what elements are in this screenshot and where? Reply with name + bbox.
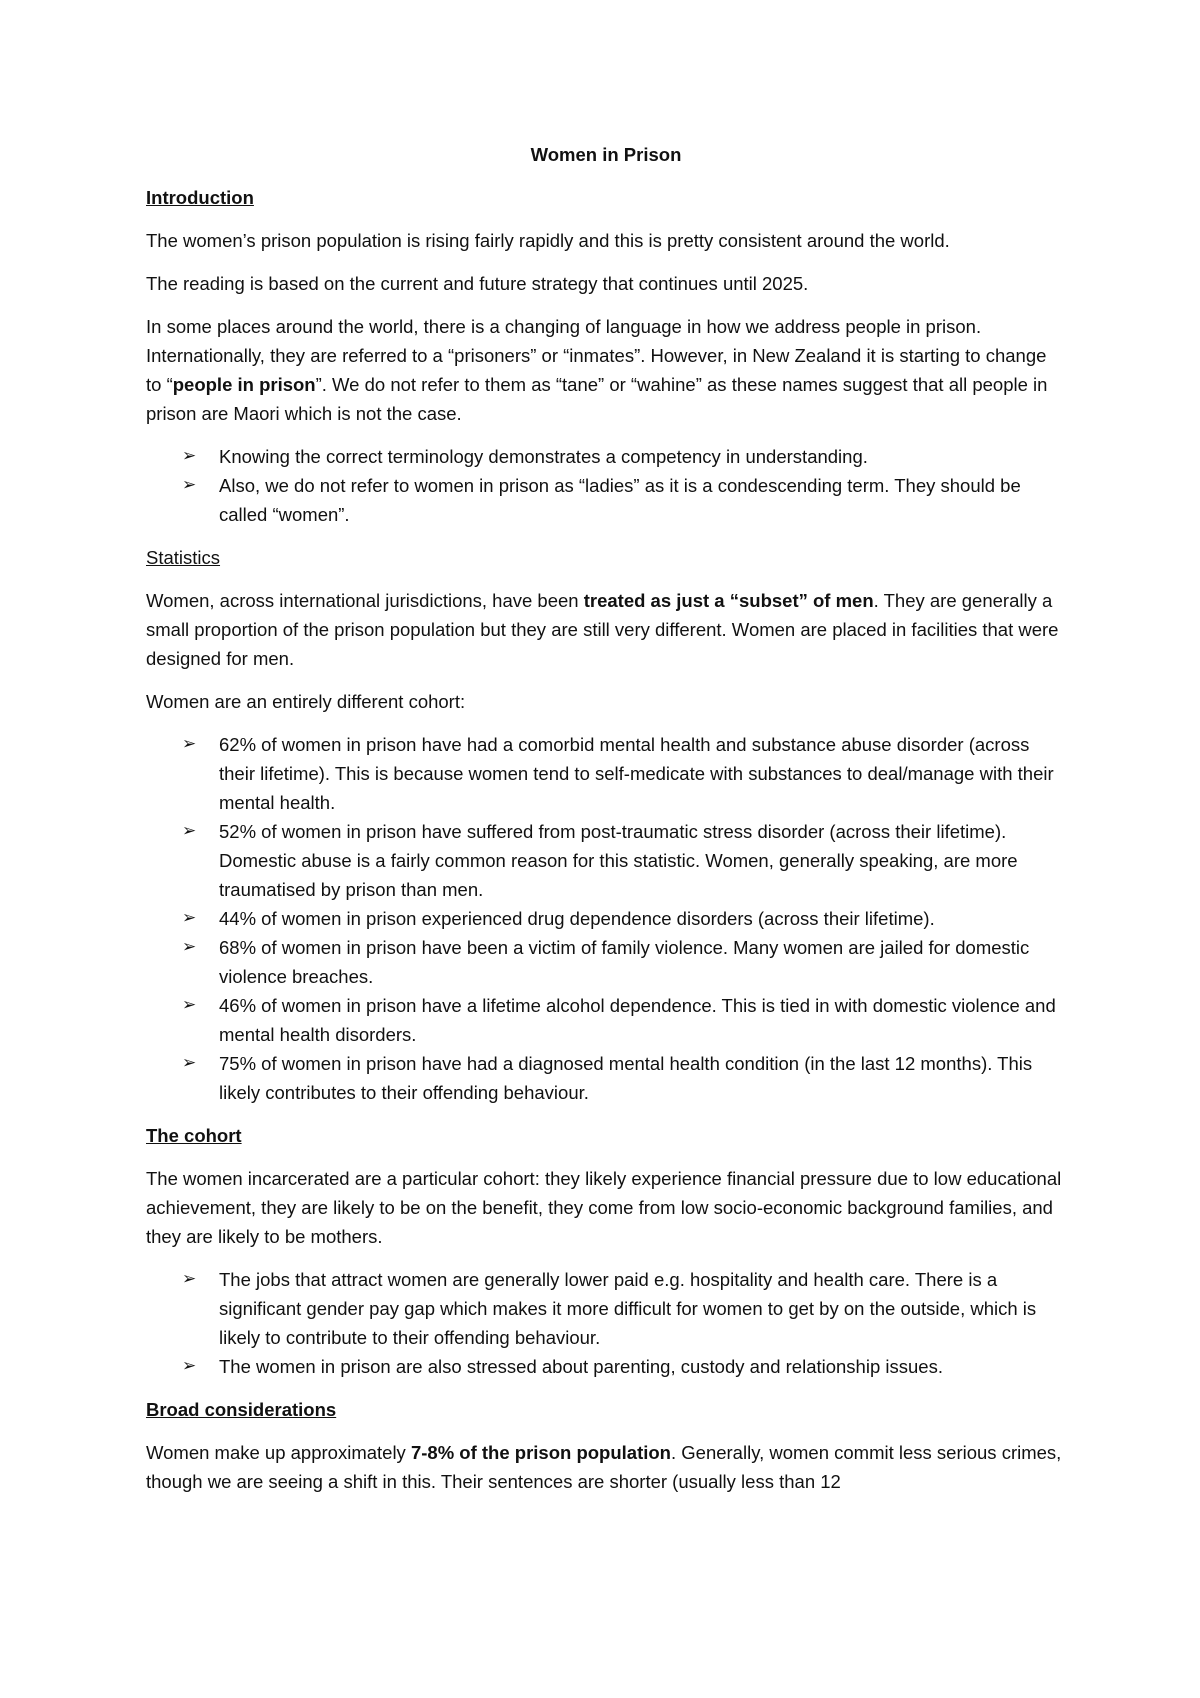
document-page	[146, 140, 1066, 1510]
list-item	[146, 1265, 1066, 1352]
statistics-paragraph-2: Women are an entirely different cohort:	[146, 691, 466, 712]
heading-cohort: The cohort	[146, 1125, 242, 1146]
intro-paragraph-3	[146, 312, 1066, 428]
cohort-bullet-list	[146, 1265, 1066, 1381]
list-item-text: The jobs that attract women are generally lower paid e.g. hospitality and health care. There is a significant gender pay gap which makes it more difficult for women to get by on the outside, which is likely to contribute to their offending behaviour.	[219, 1269, 1037, 1348]
statistics-paragraph-1	[146, 586, 1066, 673]
list-item	[146, 1352, 1066, 1381]
arrow-bullet-icon: ➢	[182, 1053, 197, 1073]
list-item-text: 75% of women in prison have had a diagnosed mental health condition (in the last 12 months). This likely contributes to their offending behaviour.	[219, 1053, 1033, 1103]
broad-paragraph-1	[146, 1438, 1066, 1496]
stats-p1-text-a: Women, across international jurisdictions, have been	[146, 590, 584, 611]
arrow-bullet-icon: ➢	[182, 1269, 197, 1289]
list-item-text: Knowing the correct terminology demonstrates a competency in understanding.	[219, 446, 868, 467]
list-item	[146, 730, 1066, 817]
broad-p1-bold: 7-8% of the prison population	[410, 1442, 671, 1463]
statistics-bullet-list	[146, 730, 1066, 1107]
list-item-text: 52% of women in prison have suffered from post-traumatic stress disorder (across their lifetime). Domestic abuse is a fairly common reason for this statistic. Women, generally speaking, are more traumatised by prison than men.	[219, 821, 1018, 900]
arrow-bullet-icon: ➢	[182, 446, 197, 466]
broad-p1-text-c: . Generally, women commit less serious crimes, though we are seeing a shift in this. Their sentences are shorter (usually less than 12	[146, 1442, 1062, 1492]
intro-paragraph-2: The reading is based on the current and future strategy that continues until 2025.	[146, 273, 809, 294]
list-item-text: 68% of women in prison have been a victim of family violence. Many women are jailed for domestic violence breaches.	[219, 937, 1030, 987]
list-item	[146, 817, 1066, 904]
heading-broad-considerations: Broad considerations	[146, 1399, 337, 1420]
list-item-text: Also, we do not refer to women in prison as “ladies” as it is a condescending term. They should be called “women”.	[219, 475, 1021, 525]
intro-p3-bold: people in prison	[172, 374, 316, 395]
list-item	[146, 904, 1066, 933]
list-item-text: 62% of women in prison have had a comorbid mental health and substance abuse disorder (across their lifetime). This is because women tend to self-medicate with substances to deal/manage with their mental health.	[219, 734, 1054, 813]
list-item-text: 44% of women in prison experienced drug dependence disorders (across their lifetime).	[219, 908, 935, 929]
heading-statistics: Statistics	[146, 547, 221, 568]
stats-p1-bold: treated as just a “subset” of men	[583, 590, 874, 611]
stats-p1-text-c: . They are generally a small proportion of the prison population but they are still very different. Women are placed in facilities that were designed for men.	[146, 590, 1059, 669]
arrow-bullet-icon: ➢	[182, 475, 197, 495]
arrow-bullet-icon: ➢	[182, 821, 197, 841]
document-title: Women in Prison	[530, 144, 682, 165]
list-item	[146, 933, 1066, 991]
arrow-bullet-icon: ➢	[182, 1356, 197, 1376]
intro-bullet-list	[146, 442, 1066, 529]
list-item	[146, 442, 1066, 471]
heading-introduction: Introduction	[146, 187, 254, 208]
arrow-bullet-icon: ➢	[182, 908, 197, 928]
intro-paragraph-1: The women’s prison population is rising fairly rapidly and this is pretty consistent around the world.	[146, 230, 950, 251]
intro-p3-text-c: ”. We do not refer to them as “tane” or “wahine” as these names suggest that all people in prison are Maori which is not the case.	[146, 374, 1048, 424]
list-item	[146, 991, 1066, 1049]
cohort-paragraph-1: The women incarcerated are a particular cohort: they likely experience financial pressure due to low educational achievement, they are likely to be on the benefit, they come from low socio-economic background families, and they are likely to be mothers.	[146, 1168, 1062, 1247]
list-item-text: 46% of women in prison have a lifetime alcohol dependence. This is tied in with domestic violence and mental health disorders.	[219, 995, 1056, 1045]
broad-p1-text-a: Women make up approximately	[146, 1442, 411, 1463]
list-item-text: The women in prison are also stressed about parenting, custody and relationship issues.	[219, 1356, 943, 1377]
arrow-bullet-icon: ➢	[182, 734, 197, 754]
arrow-bullet-icon: ➢	[182, 995, 197, 1015]
list-item	[146, 471, 1066, 529]
arrow-bullet-icon: ➢	[182, 937, 197, 957]
intro-p3-text-a: In some places around the world, there is a changing of language in how we address people in prison. Internationally, they are referred to a “prisoners” or “inmates”. However, in New Zealand it is starting to change to “	[146, 316, 1047, 395]
list-item	[146, 1049, 1066, 1107]
